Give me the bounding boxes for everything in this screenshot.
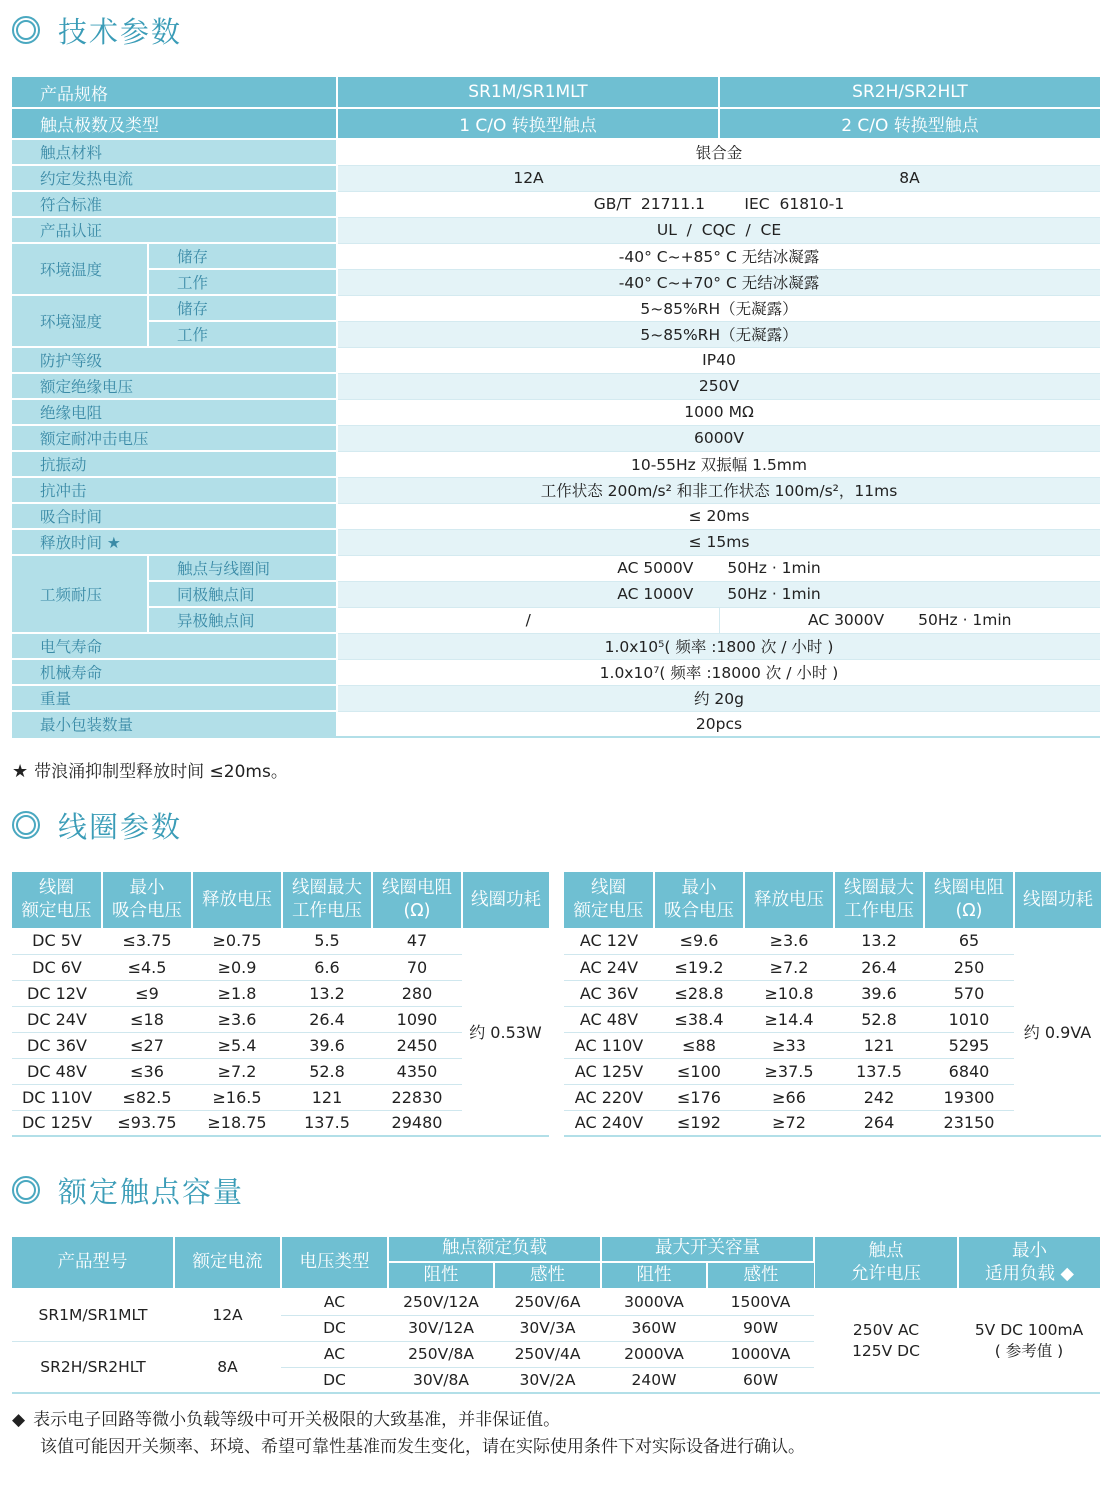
contact-header-vtype: 电压类型 — [281, 1237, 388, 1289]
coil-cell: ≥66 — [744, 1084, 834, 1110]
coil-cell: DC 48V — [12, 1058, 102, 1084]
contact-cell: 1500VA — [707, 1289, 814, 1315]
spec-label: 最小包装数量 — [12, 711, 337, 737]
coil-cell: 137.5 — [282, 1110, 372, 1136]
coil-header-cell: 最小 吸合电压 — [654, 872, 744, 928]
spec-header-row-2 — [12, 108, 1100, 139]
coil-cell: DC 12V — [12, 980, 102, 1006]
coil-cell: ≥1.8 — [192, 980, 282, 1006]
contact-header-min-load: 最小 适用负载 ◆ — [958, 1237, 1100, 1289]
spec-value: 250V — [337, 373, 1100, 399]
spec-row-material — [12, 139, 1100, 165]
coil-cell: 52.8 — [834, 1006, 924, 1032]
coil-cell: ≤27 — [102, 1032, 192, 1058]
coil-cell: 22830 — [372, 1084, 462, 1110]
coil-cell: ≥33 — [744, 1032, 834, 1058]
target-circle-icon — [12, 811, 40, 839]
contact-header-row — [12, 1237, 1100, 1262]
coil-cell: ≤4.5 — [102, 954, 192, 980]
coil-header-row — [12, 872, 549, 928]
contact-cell: 250V/12A — [388, 1289, 494, 1315]
coil-cell: DC 24V — [12, 1006, 102, 1032]
coil-cell: ≤19.2 — [654, 954, 744, 980]
contact-cell: 90W — [707, 1315, 814, 1341]
spec-value: 5~85%RH（无凝露） — [337, 321, 1100, 347]
spec-row-pack — [12, 711, 1100, 737]
coil-header-cell: 线圈最大 工作电压 — [282, 872, 372, 928]
spec-row-temp-work — [12, 269, 1100, 295]
spec-value: 1.0x10⁵( 频率 :1800 次 / 小时 ) — [337, 633, 1100, 659]
coil-header-cell: 释放电压 — [192, 872, 282, 928]
spec-value: 6000V — [337, 425, 1100, 451]
coil-cell: ≥3.6 — [192, 1006, 282, 1032]
spec-label: 吸合时间 — [12, 503, 337, 529]
coil-cell: ≤38.4 — [654, 1006, 744, 1032]
spec-row-mech-life — [12, 659, 1100, 685]
coil-cell: 26.4 — [834, 954, 924, 980]
contact-cell: 60W — [707, 1367, 814, 1393]
contact-model: SR2H/SR2HLT — [12, 1341, 174, 1393]
contact-header-resist: 阻性 — [388, 1262, 494, 1289]
coil-cell: DC 5V — [12, 928, 102, 954]
spec-label: 符合标准 — [12, 191, 337, 217]
dielectric-freq: 50Hz · 1min — [727, 559, 821, 577]
dielectric-voltage: AC 5000V — [617, 559, 694, 577]
contact-model: SR1M/SR1MLT — [12, 1289, 174, 1341]
coil-cell: ≤28.8 — [654, 980, 744, 1006]
spec-value: GB/T 21711.1 IEC 61810-1 — [337, 191, 1100, 217]
star-icon: ★ — [12, 761, 29, 782]
coil-body — [564, 928, 1101, 1136]
coil-cell: ≥7.2 — [744, 954, 834, 980]
spec-row-current — [12, 165, 1100, 191]
contact-cell: 3000VA — [601, 1289, 707, 1315]
spec-label: 额定绝缘电压 — [12, 373, 337, 399]
coil-cell: ≥10.8 — [744, 980, 834, 1006]
coil-cell: AC 36V — [564, 980, 654, 1006]
coil-cell: AC 12V — [564, 928, 654, 954]
spec-value: ≤ 20ms — [337, 503, 1100, 529]
spec-label: 重量 — [12, 685, 337, 711]
contact-cell: 240W — [601, 1367, 707, 1393]
spec-value: 5~85%RH（无凝露） — [337, 295, 1100, 321]
spec-row-vib — [12, 451, 1100, 477]
coil-cell: 137.5 — [834, 1058, 924, 1084]
coil-cell: ≤176 — [654, 1084, 744, 1110]
coil-header-cell: 线圈最大 工作电压 — [834, 872, 924, 928]
coil-cell: 6.6 — [282, 954, 372, 980]
coil-cell: ≥5.4 — [192, 1032, 282, 1058]
coil-cell: ≤100 — [654, 1058, 744, 1084]
coil-cell: 5.5 — [282, 928, 372, 954]
coil-cell: 13.2 — [282, 980, 372, 1006]
coil-cell: 19300 — [924, 1084, 1014, 1110]
spec-value — [337, 581, 1100, 607]
spec-row-pull — [12, 503, 1100, 529]
spec-row-cert — [12, 217, 1100, 243]
coil-cell: 242 — [834, 1084, 924, 1110]
coil-cell: ≤18 — [102, 1006, 192, 1032]
dielectric-freq: 50Hz · 1min — [727, 585, 821, 603]
contact-cell: 250V/8A — [388, 1341, 494, 1367]
spec-label: 约定发热电流 — [12, 165, 337, 191]
contact-cell: 250V/6A — [494, 1289, 601, 1315]
coil-header-cell: 线圈 额定电压 — [12, 872, 102, 928]
coil-cell: ≤3.75 — [102, 928, 192, 954]
coil-power: 约 0.53W — [462, 928, 549, 1136]
coil-cell: ≥14.4 — [744, 1006, 834, 1032]
spec-row-shock — [12, 477, 1100, 503]
spec-row-humid-store — [12, 295, 1100, 321]
spec-label: 防护等级 — [12, 347, 337, 373]
spec-header-row — [12, 77, 1100, 108]
spec-value — [719, 607, 1100, 633]
spec-row-dielectric-a — [12, 555, 1100, 581]
spec-value: 20pcs — [337, 711, 1100, 737]
coil-row — [12, 928, 549, 954]
contact-header-max-cap: 最大开关容量 — [601, 1237, 814, 1262]
spec-value: -40° C~+70° C 无结冰凝露 — [337, 269, 1100, 295]
contact-cell: 30V/2A — [494, 1367, 601, 1393]
coil-cell: ≤93.75 — [102, 1110, 192, 1136]
spec-label: 电气寿命 — [12, 633, 337, 659]
spec-header2-label: 触点极数及类型 — [12, 108, 337, 139]
spec-header-col2: SR2H/SR2HLT — [719, 77, 1100, 108]
coil-cell: 39.6 — [834, 980, 924, 1006]
release-note-text: 带浪涌抑制型释放时间 ≤20ms。 — [34, 762, 288, 782]
contact-cell: 1000VA — [707, 1341, 814, 1367]
spec-row-dielectric-b — [12, 581, 1100, 607]
coil-power: 约 0.9VA — [1014, 928, 1101, 1136]
coil-header-cell: 线圈 额定电压 — [564, 872, 654, 928]
coil-cell: 1010 — [924, 1006, 1014, 1032]
coil-dc-table — [12, 872, 549, 1137]
coil-cell: 65 — [924, 928, 1014, 954]
contact-header-rated-load: 触点额定负载 — [388, 1237, 601, 1262]
coil-cell: 6840 — [924, 1058, 1014, 1084]
spec-label: 环境温度 — [12, 243, 148, 295]
contact-body — [12, 1289, 1100, 1393]
coil-cell: ≤82.5 — [102, 1084, 192, 1110]
spec-row-standard — [12, 191, 1100, 217]
coil-header-cell: 最小 吸合电压 — [102, 872, 192, 928]
coil-cell: 570 — [924, 980, 1014, 1006]
spec-value: 银合金 — [337, 139, 1100, 165]
spec-row-ins-r — [12, 399, 1100, 425]
contact-cell: 30V/3A — [494, 1315, 601, 1341]
spec-row-temp-store — [12, 243, 1100, 269]
spec-header2-col1: 1 C/O 转换型触点 — [337, 108, 719, 139]
coil-cell: DC 110V — [12, 1084, 102, 1110]
coil-header-cell: 释放电压 — [744, 872, 834, 928]
coil-cell: 250 — [924, 954, 1014, 980]
spec-header2-col2: 2 C/O 转换型触点 — [719, 108, 1100, 139]
contact-allow-v: 250V AC 125V DC — [814, 1289, 958, 1393]
spec-label: 工频耐压 — [12, 555, 148, 633]
coil-cell: 2450 — [372, 1032, 462, 1058]
diamond-icon: ◆ — [12, 1410, 26, 1430]
spec-value: 约 20g — [337, 685, 1100, 711]
contact-cell: 30V/8A — [388, 1367, 494, 1393]
coil-row — [564, 928, 1101, 954]
coil-cell: AC 110V — [564, 1032, 654, 1058]
coil-cell: 280 — [372, 980, 462, 1006]
contact-table — [12, 1237, 1100, 1394]
spec-row-impulse — [12, 425, 1100, 451]
coil-cell: ≤9.6 — [654, 928, 744, 954]
spec-value: UL / CQC / CE — [337, 217, 1100, 243]
contact-header-current: 额定电流 — [174, 1237, 281, 1289]
spec-row-ip — [12, 347, 1100, 373]
spec-value: IP40 — [337, 347, 1100, 373]
footnote-line-1: 表示电子回路等微小负载等级中可开关极限的大致基准，并非保证值。 — [33, 1410, 561, 1430]
coil-cell: 1090 — [372, 1006, 462, 1032]
contact-cell: 2000VA — [601, 1341, 707, 1367]
coil-cell: 70 — [372, 954, 462, 980]
spec-value: / — [337, 607, 719, 633]
dielectric-freq: 50Hz · 1min — [918, 611, 1012, 629]
spec-sublabel: 异极触点间 — [148, 607, 337, 633]
section-title-text: 线圈参数 — [58, 809, 183, 844]
contact-cell: DC — [281, 1367, 388, 1393]
coil-cell: 264 — [834, 1110, 924, 1136]
target-circle-icon — [12, 16, 40, 44]
spec-value — [337, 555, 1100, 581]
coil-cell: 29480 — [372, 1110, 462, 1136]
footnote — [12, 1407, 805, 1461]
spec-sublabel: 触点与线圈间 — [148, 555, 337, 581]
coil-cell: ≥0.9 — [192, 954, 282, 980]
spec-value: 12A — [337, 165, 719, 191]
coil-cell: ≤36 — [102, 1058, 192, 1084]
coil-cell: ≤88 — [654, 1032, 744, 1058]
coil-cell: DC 125V — [12, 1110, 102, 1136]
spec-label: 环境湿度 — [12, 295, 148, 347]
coil-cell: 52.8 — [282, 1058, 372, 1084]
spec-label: 额定耐冲击电压 — [12, 425, 337, 451]
spec-sublabel: 工作 — [148, 269, 337, 295]
coil-cell: 13.2 — [834, 928, 924, 954]
spec-value: ≤ 15ms — [337, 529, 1100, 555]
coil-cell: ≥18.75 — [192, 1110, 282, 1136]
spec-header-label: 产品规格 — [12, 77, 337, 108]
coil-header-cell: 线圈功耗 — [1014, 872, 1101, 928]
coil-cell: ≤9 — [102, 980, 192, 1006]
footnote-line-2: 该值可能因开关频率、环境、希望可靠性基准而发生变化，请在实际使用条件下对实际设备进行确认。 — [40, 1437, 805, 1457]
section-title-contact — [12, 1170, 244, 1210]
contact-header-induct: 感性 — [707, 1262, 814, 1289]
spec-table — [12, 77, 1100, 738]
contact-cell: 250V/4A — [494, 1341, 601, 1367]
contact-cell: AC — [281, 1289, 388, 1315]
section-title-coil — [12, 805, 182, 845]
contact-header-resist: 阻性 — [601, 1262, 707, 1289]
spec-label: 释放时间 ★ — [12, 529, 337, 555]
spec-value: 工作状态 200m/s² 和非工作状态 100m/s²，11ms — [337, 477, 1100, 503]
coil-cell: 47 — [372, 928, 462, 954]
spec-sublabel: 储存 — [148, 295, 337, 321]
spec-label: 抗振动 — [12, 451, 337, 477]
coil-header-cell: 线圈电阻 (Ω) — [924, 872, 1014, 928]
section-title-text: 技术参数 — [58, 14, 183, 49]
coil-header-cell: 线圈电阻 (Ω) — [372, 872, 462, 928]
coil-header-row — [564, 872, 1101, 928]
coil-cell: ≥16.5 — [192, 1084, 282, 1110]
coil-cell: 121 — [282, 1084, 372, 1110]
spec-value: 8A — [719, 165, 1100, 191]
coil-body — [12, 928, 549, 1136]
release-note — [12, 757, 288, 782]
spec-row-dielectric-c — [12, 607, 1100, 633]
coil-cell: AC 24V — [564, 954, 654, 980]
spec-label: 机械寿命 — [12, 659, 337, 685]
coil-cell: ≤192 — [654, 1110, 744, 1136]
coil-cell: AC 48V — [564, 1006, 654, 1032]
coil-cell: ≥7.2 — [192, 1058, 282, 1084]
dielectric-voltage: AC 3000V — [807, 611, 885, 629]
contact-header-induct: 感性 — [494, 1262, 601, 1289]
spec-value: 1.0x10⁷( 频率 :18000 次 / 小时 ) — [337, 659, 1100, 685]
spec-row-elec-life — [12, 633, 1100, 659]
coil-cell: AC 125V — [564, 1058, 654, 1084]
contact-cell: 30V/12A — [388, 1315, 494, 1341]
coil-cell: AC 240V — [564, 1110, 654, 1136]
spec-row-humid-work — [12, 321, 1100, 347]
target-circle-icon — [12, 1176, 40, 1204]
contact-current: 8A — [174, 1341, 281, 1393]
spec-sublabel: 工作 — [148, 321, 337, 347]
coil-ac-table — [564, 872, 1101, 1137]
coil-header-cell: 线圈功耗 — [462, 872, 549, 928]
spec-sublabel: 储存 — [148, 243, 337, 269]
coil-cell: ≥72 — [744, 1110, 834, 1136]
coil-cell: 4350 — [372, 1058, 462, 1084]
contact-header-model: 产品型号 — [12, 1237, 174, 1289]
spec-sublabel: 同极触点间 — [148, 581, 337, 607]
coil-cell: 121 — [834, 1032, 924, 1058]
coil-cell: ≥37.5 — [744, 1058, 834, 1084]
coil-cell: 5295 — [924, 1032, 1014, 1058]
spec-label: 抗冲击 — [12, 477, 337, 503]
contact-cell: DC — [281, 1315, 388, 1341]
spec-row-ins-v — [12, 373, 1100, 399]
coil-cell: DC 36V — [12, 1032, 102, 1058]
contact-min-load: 5V DC 100mA ( 参考值 ) — [958, 1289, 1100, 1393]
coil-cell: AC 220V — [564, 1084, 654, 1110]
contact-cell: 360W — [601, 1315, 707, 1341]
coil-cell: ≥3.6 — [744, 928, 834, 954]
coil-cell: DC 6V — [12, 954, 102, 980]
coil-cell: ≥0.75 — [192, 928, 282, 954]
contact-cell: AC — [281, 1341, 388, 1367]
coil-cell: 39.6 — [282, 1032, 372, 1058]
coil-cell: 26.4 — [282, 1006, 372, 1032]
section-title-tech — [12, 10, 182, 50]
contact-header-allow-v: 触点 允许电压 — [814, 1237, 958, 1289]
spec-label: 产品认证 — [12, 217, 337, 243]
spec-row-release — [12, 529, 1100, 555]
dielectric-voltage: AC 1000V — [617, 585, 694, 603]
contact-current: 12A — [174, 1289, 281, 1341]
spec-value: 1000 MΩ — [337, 399, 1100, 425]
spec-row-weight — [12, 685, 1100, 711]
spec-header-col1: SR1M/SR1MLT — [337, 77, 719, 108]
spec-value: 10-55Hz 双振幅 1.5mm — [337, 451, 1100, 477]
spec-label: 触点材料 — [12, 139, 337, 165]
coil-cell: 23150 — [924, 1110, 1014, 1136]
contact-row — [12, 1289, 1100, 1315]
section-title-text: 额定触点容量 — [58, 1174, 245, 1209]
spec-value: -40° C~+85° C 无结冰凝露 — [337, 243, 1100, 269]
spec-label: 绝缘电阻 — [12, 399, 337, 425]
